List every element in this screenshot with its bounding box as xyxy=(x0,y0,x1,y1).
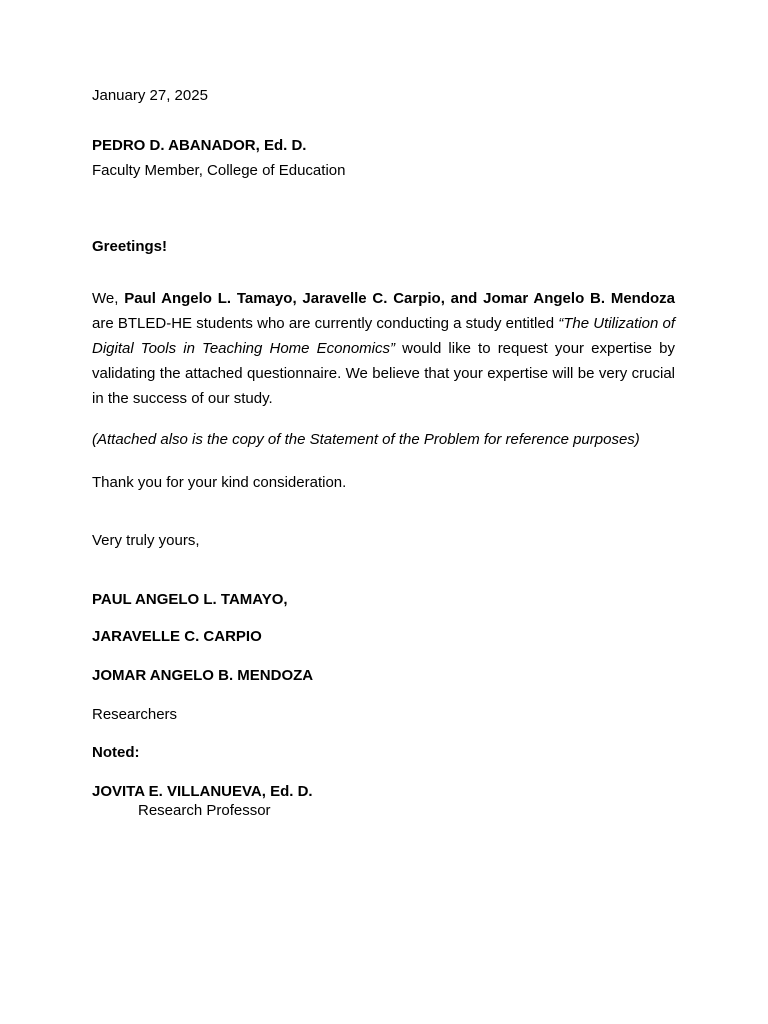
noted-by-position: Research Professor xyxy=(138,802,271,819)
letter-body xyxy=(92,286,675,411)
recipient-name: PEDRO D. ABANADOR, Ed. D. xyxy=(92,137,307,154)
noted-by-name: JOVITA E. VILLANUEVA, Ed. D. xyxy=(92,783,313,800)
recipient-position: Faculty Member, College of Education xyxy=(92,162,346,179)
body-authors: Paul Angelo L. Tamayo, Jaravelle C. Carpio, and Jomar Angelo B. Mendoza xyxy=(124,290,675,307)
signatory-name: PAUL ANGELO L. TAMAYO, xyxy=(92,591,288,608)
body-intro: We, xyxy=(92,290,125,307)
body-text-after-title: would like to request your expertise by validating the attached questionnaire. We believe that your expertise will be very crucial in the success of our study. xyxy=(92,340,675,407)
greeting: Greetings! xyxy=(92,238,168,255)
noted-label: Noted: xyxy=(92,744,140,761)
signatory-name: JARAVELLE C. CARPIO xyxy=(92,628,262,645)
closing-line: Very truly yours, xyxy=(92,532,200,549)
signatory-role: Researchers xyxy=(92,706,178,723)
letter-date: January 27, 2025 xyxy=(92,87,208,104)
study-title: “The Utilization of Digital Tools in Teaching Home Economics” xyxy=(92,315,675,357)
thanks-line: Thank you for your kind consideration. xyxy=(92,474,347,491)
signatory-name: JOMAR ANGELO B. MENDOZA xyxy=(92,667,314,684)
body-text-before-title: are BTLED-HE students who are currently conducting a study entitled xyxy=(92,315,559,332)
attachment-note: (Attached also is the copy of the Statement of the Problem for reference purposes) xyxy=(92,431,640,448)
